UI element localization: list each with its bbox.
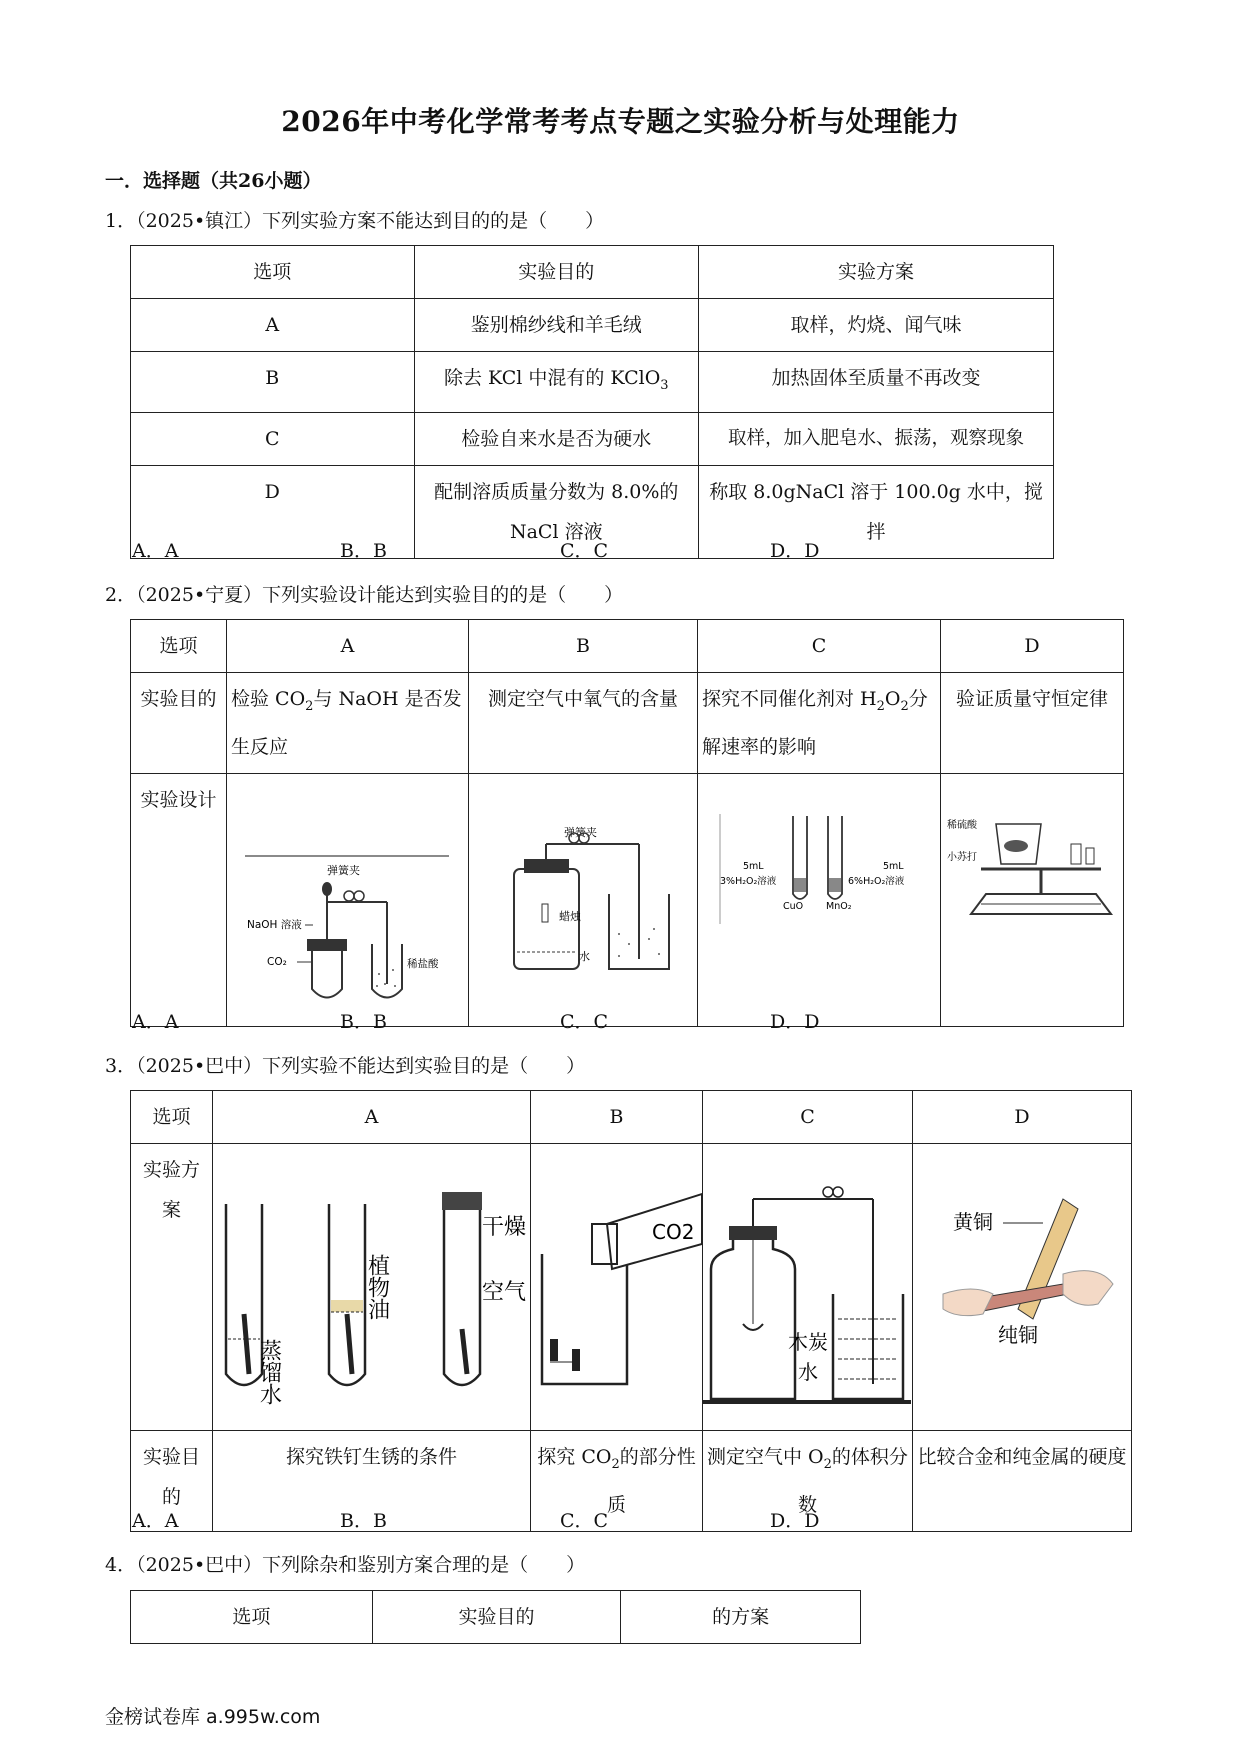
question-2-table <box>130 619 1124 1027</box>
q2-design-a <box>227 773 469 1026</box>
q3-goal-d: 比较合金和纯金属的硬度 <box>912 1431 1131 1532</box>
q1-row-a-plan: 取样，灼烧、闻气味 <box>699 299 1054 352</box>
q2-header-b: B <box>468 620 697 673</box>
q3-header-c: C <box>703 1091 913 1144</box>
q2-header-d: D <box>940 620 1123 673</box>
label-clip: 弹簧夹 <box>327 863 361 877</box>
q2-header-a: A <box>227 620 469 673</box>
q2-design-c <box>697 773 940 1026</box>
q2-option-a[interactable]: A．A <box>132 1011 179 1033</box>
q3-goal-a: 探究铁钉生锈的条件 <box>213 1431 531 1532</box>
naoh-co2-apparatus-figure <box>227 774 467 1012</box>
q2-option-d[interactable]: D．D <box>770 1011 820 1033</box>
iron-rust-test-tubes-figure <box>214 1144 530 1416</box>
q1-header-option: 选项 <box>131 246 415 299</box>
co2-pouring-figure <box>532 1144 702 1416</box>
q1-row-b-plan: 加热固体至质量不再改变 <box>699 352 1054 413</box>
table-row <box>131 412 1054 465</box>
label-vegetable-oil: 植物油 <box>364 1254 390 1320</box>
table-row <box>131 773 1124 1026</box>
q1-row-c-option: C <box>131 412 415 465</box>
label-dilute-hcl: 稀盐酸 <box>407 957 439 970</box>
q2-header-option: 选项 <box>131 620 227 673</box>
label-baking-soda: 小苏打 <box>946 851 977 863</box>
table-row <box>131 1144 1132 1431</box>
q2-design-b <box>468 773 697 1026</box>
label-water: 水 <box>578 949 590 963</box>
label-co2: CO₂ <box>267 955 288 968</box>
q2-option-b[interactable]: B．B <box>340 1011 387 1033</box>
label-drying-agent: 干燥 <box>481 1215 526 1240</box>
question-3-stem: 3．（2025•巴中）下列实验不能达到实验目的是（ ） <box>105 1055 586 1077</box>
q3-header-b: B <box>531 1091 703 1144</box>
question-4-stem: 4．（2025•巴中）下列除杂和鉴别方案合理的是（ ） <box>105 1554 586 1576</box>
q3-header-option: 选项 <box>131 1091 213 1144</box>
q1-row-d-plan: 称取 8.0gNaCl 溶于 100.0g 水中，搅拌 <box>699 465 1054 558</box>
label-mno2: MnO₂ <box>825 900 852 912</box>
q3-option-b[interactable]: B．B <box>340 1510 387 1532</box>
catalyst-comparison-figure <box>698 774 940 1012</box>
q1-row-b-option: B <box>131 352 415 413</box>
q1-row-c-goal: 检验自来水是否为硬水 <box>414 412 699 465</box>
page-title: 2026年中考化学常考考点专题之实验分析与处理能力 <box>281 105 960 138</box>
q3-plan-a <box>213 1144 531 1431</box>
balance-figure <box>941 774 1123 1012</box>
q4-header-option: 选项 <box>131 1591 373 1644</box>
q3-goal-c: 测定空气中 $O_2$的体积分数 <box>703 1431 913 1532</box>
brass-copper-scratch-figure <box>913 1144 1130 1416</box>
q4-header-goal: 实验目的 <box>372 1591 621 1644</box>
q3-plan-label: 实验方案 <box>131 1144 213 1431</box>
q2-goal-a: 检验 $CO_2$与 NaOH 是否发生反应 <box>227 673 469 774</box>
label-brass: 黄铜 <box>953 1210 994 1234</box>
q3-option-d[interactable]: D．D <box>770 1510 820 1532</box>
q4-header-plan: 的方案 <box>621 1591 861 1644</box>
q1-option-b[interactable]: B．B <box>340 540 387 562</box>
charcoal-oxygen-figure <box>703 1144 911 1416</box>
q2-goal-label: 实验目的 <box>131 673 227 774</box>
q3-goal-b: 探究 $CO_2$的部分性质 <box>531 1431 703 1532</box>
q3-plan-d <box>912 1144 1131 1431</box>
question-4-table <box>130 1590 861 1644</box>
label-air: 空气 <box>481 1280 526 1305</box>
label-dilute-sulfuric-acid: 稀硫酸 <box>946 819 977 831</box>
question-1-table <box>130 245 1054 559</box>
section-heading: 一．选择题（共26小题） <box>105 170 322 192</box>
label-charcoal: 木炭 <box>788 1330 829 1354</box>
q3-goal-label: 实验目的 <box>131 1431 213 1532</box>
q2-design-d <box>940 773 1123 1026</box>
table-row <box>131 1431 1132 1532</box>
q1-option-c[interactable]: C．C <box>560 540 609 562</box>
table-row <box>131 352 1054 413</box>
q3-option-c[interactable]: C．C <box>560 1510 609 1532</box>
question-1-stem: 1．（2025•镇江）下列实验方案不能达到目的的是（ ） <box>105 210 605 232</box>
q1-row-a-goal: 鉴别棉纱线和羊毛绒 <box>414 299 699 352</box>
q1-row-a-option: A <box>131 299 415 352</box>
q2-goal-c: 探究不同催化剂对 $H_2O_2$分解速率的影响 <box>697 673 940 774</box>
q1-row-b-goal: 除去 KCl 中混有的 KClO$_3$ <box>414 352 699 413</box>
q3-header-d: D <box>912 1091 1131 1144</box>
label-co2: CO2 <box>651 1220 694 1244</box>
q2-design-label: 实验设计 <box>131 773 227 1026</box>
label-volume-1: 5mL <box>742 860 764 872</box>
table-row <box>131 673 1124 774</box>
label-candle: 蜡烛 <box>558 909 581 923</box>
footer-watermark: 金榜试卷库 a.995w.com <box>105 1706 321 1728</box>
q1-header-plan: 实验方案 <box>699 246 1054 299</box>
q3-plan-c <box>703 1144 913 1431</box>
question-3-table <box>130 1090 1132 1532</box>
q3-option-a[interactable]: A．A <box>132 1510 179 1532</box>
label-solution-3pct: 3%H₂O₂溶液 <box>719 875 777 887</box>
oxygen-content-apparatus-figure <box>469 774 697 1012</box>
q1-option-d[interactable]: D．D <box>770 540 820 562</box>
label-pure-copper: 纯铜 <box>998 1323 1039 1347</box>
q1-row-d-option: D <box>131 465 415 558</box>
question-2-stem: 2．（2025•宁夏）下列实验设计能达到实验目的的是（ ） <box>105 584 624 606</box>
q2-header-c: C <box>697 620 940 673</box>
label-solution-6pct: 6%H₂O₂溶液 <box>847 875 905 887</box>
q2-goal-b: 测定空气中氧气的含量 <box>468 673 697 774</box>
label-clip: 弹簧夹 <box>563 825 597 839</box>
q3-header-a: A <box>213 1091 531 1144</box>
q3-plan-b <box>531 1144 703 1431</box>
label-distilled-water: 蒸馏水 <box>256 1339 282 1405</box>
q2-option-c[interactable]: C．C <box>560 1011 609 1033</box>
q1-option-a[interactable]: A．A <box>132 540 179 562</box>
table-row <box>131 299 1054 352</box>
label-volume-2: 5mL <box>882 860 904 872</box>
label-water: 水 <box>798 1360 819 1384</box>
q1-row-d-goal: 配制溶质质量分数为 8.0%的 NaCl 溶液 <box>414 465 699 558</box>
q1-row-c-plan: 取样，加入肥皂水、振荡，观察现象 <box>699 412 1054 465</box>
label-cuo: CuO <box>782 900 804 912</box>
q1-header-goal: 实验目的 <box>414 246 699 299</box>
label-naoh-solution: NaOH 溶液 <box>247 918 303 931</box>
q2-goal-d: 验证质量守恒定律 <box>940 673 1123 774</box>
